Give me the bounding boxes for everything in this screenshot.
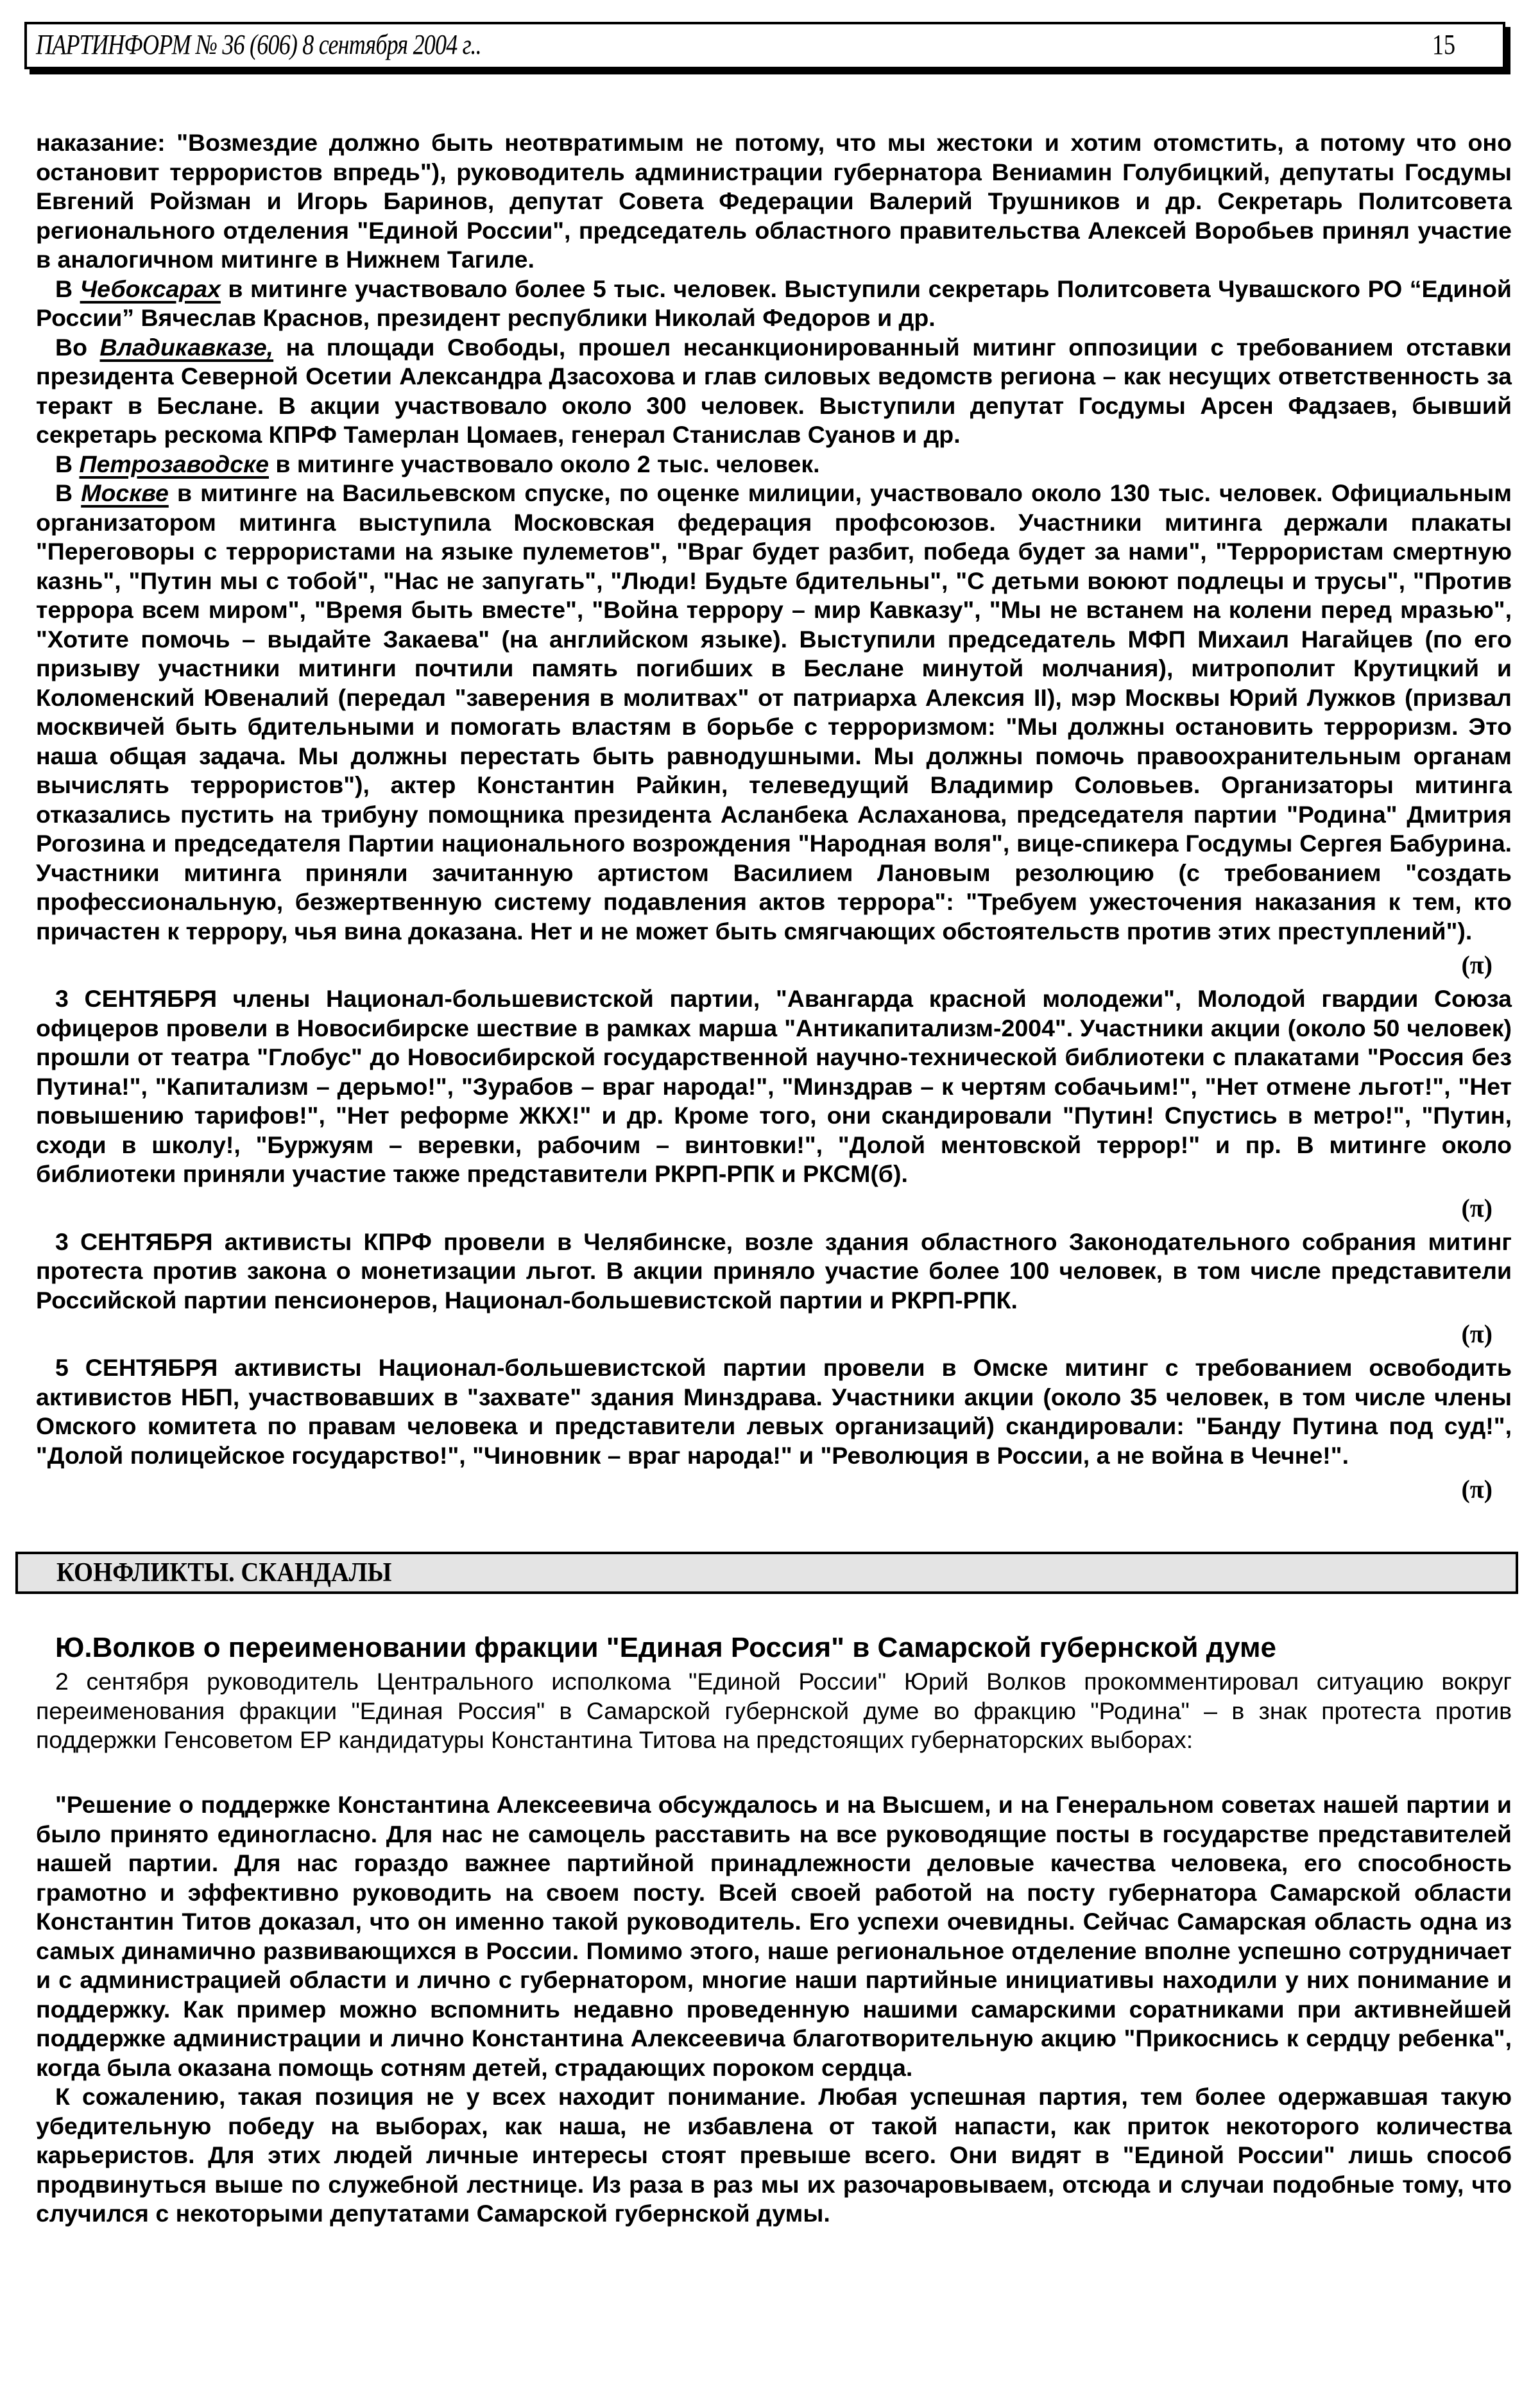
text: в митинге участвовало более 5 тыс. человек. Выступили секретарь Политсовета Чувашского РО “Единой России” Вячеслав Краснов, президент республики Николай Федоров и др.: [36, 275, 1512, 331]
article-quote: [36, 1790, 1512, 2229]
source-mark: (π): [1461, 1193, 1493, 1222]
source-mark: (π): [1461, 950, 1493, 979]
article-lead: [36, 1667, 1512, 1755]
article-title: Ю.Волков о переименовании фракции "Единая Россия" в Самарской губернской думе: [55, 1632, 1276, 1663]
page-header: [24, 22, 1505, 69]
news-date: 3 СЕНТЯБРЯ: [55, 1228, 213, 1255]
news-text: активисты КПРФ провели в Челябинске, возле здания областного Законодательного собрания митинг протеста против закона о монетизации льгот. В акции приняло участие более 100 человек, в том числе представители Российской партии пенсионеров, Национал-большевистской партии и РКРП-РПК.: [36, 1228, 1512, 1314]
paragraph-vladikavkaz: [36, 333, 1512, 450]
text: В: [55, 479, 81, 506]
city-link-moscow: Москве: [81, 479, 169, 506]
city-link-petrozavodsk: Петрозаводске: [79, 450, 269, 477]
publication-title: ПАРТИНФОРМ № 36 (606) 8 сентября 2004 г..: [36, 29, 481, 60]
text: на площади Свободы, прошел несанкционированный митинг оппозиции с требованием отставки президента Северной Осетии Александра Дзасохова и глав силовых ведомств региона – как несущих ответственность за теракт в Беслане. В акции участвовало около 300 человек. Выступили депутат Госдумы Арсен Фадзаев, бывший секретарь рескома КПРФ Тамерлан Цомаев, генерал Станислав Суанов и др.: [36, 333, 1512, 448]
source-mark: (π): [1461, 1475, 1493, 1504]
city-link-cheboksary: Чебоксарах: [80, 275, 221, 302]
news-text: члены Национал-большевистской партии, "Авангарда красной молодежи", Молодой гвардии Союза офицеров провели в Новосибирске шествие в рамках марша "Антикапитализм-2004". Участники акции (около 50 человек) прошли от театра "Глобус" до Новосибирской государственной научно-технической библиотеки с плакатами "Россия без Путина!", "Капитализм – дерьмо!", "Зурабов – враг народа!", "Минздрав – к чертям собачьим!", "Нет отмене льгот!", "Нет повышению тарифов!", "Нет реформе ЖКХ!" и др. Кроме того, они скандировали "Путин! Спустись в метро!", "Путин, сходи в школу!, "Буржуям – веревки, рабочим – винтовки!", "Долой ментовской террор!" и пр. В митинге около библиотеки приняли участие также представители РКРП-РПК и РКСМ(б).: [36, 985, 1512, 1187]
city-link-vladikavkaz: Владикавказе,: [99, 333, 274, 361]
text: Во: [55, 333, 100, 361]
news-text: активисты Национал-большевистской партии провели в Омске митинг с требованием освободить активистов НБП, участвовавших в "захвате" здания Минздрава. Участники акции (около 35 человек, в том числе члены Омского комитета по правам человека и представители левых организаций) скандировали: "Банду Путина под суд!", "Долой полицейское государство!", "Чиновник – враг народа!" и "Революция в России, а не война в Чечне!".: [36, 1354, 1512, 1469]
paragraph-moscow: [36, 479, 1512, 946]
paragraph-petrozavodsk: [36, 450, 1512, 479]
news-item: [36, 1228, 1512, 1315]
page-number: 15: [1432, 29, 1456, 60]
news-item: [36, 984, 1512, 1189]
source-mark: (π): [1461, 1319, 1493, 1348]
quote-paragraph: К сожалению, такая позиция не у всех находит понимание. Любая успешная партия, тем более одержавшая такую убедительную победу на выборах, как наша, не избавлена от такой напасти, как приток некоторого количества карьеристов. Для этих людей личные интересы стоят превыше всего. Они видят в "Единой России" лишь способ продвинуться выше по служебной лестнице. Из раза в раз мы их разочаровываем, отсюда и случаи подобные тому, что случился с некоторыми депутатами Самарской губернской думы.: [36, 2083, 1512, 2227]
quote-paragraph: "Решение о поддержке Константина Алексеевича обсуждалось и на Высшем, и на Генеральном советах нашей партии и было принято единогласно. Для нас не самоцель расставить на все руководящие посты в государстве представителей нашей партии. Для нас гораздо важнее партийной принадлежности деловые качества человека, его способность грамотно и эффективно руководить на своем посту. Всей своей работой на посту губернатора Самарской области Константин Титов доказал, что он именно такой руководитель. Его успехи очевидны. Сейчас Самарская область одна из самых динамично развивающихся в России. Помимо этого, наше региональное отделение вполне успешно сотрудничает и с администрацией области и лично с губернатором, многие наши партийные инициативы находили у них понимание и поддержку. Как пример можно вспомнить недавно проведенную нашими самарскими соратниками при активнейшей поддержке администрации и лично Константина Алексеевича благотворительную акцию "Прикоснись к сердцу ребенка", когда была оказана помощь сотням детей, страдающих пороком сердца.: [36, 1791, 1512, 2081]
news-item: [36, 1353, 1512, 1470]
section-title: КОНФЛИКТЫ. СКАНДАЛЫ: [56, 1558, 392, 1588]
lead-paragraph: 2 сентября руководитель Центрального исполкома "Единой России" Юрий Волков прокомментировал ситуацию вокруг переименования фракции "Единая Россия" в Самарской губернской думе во фракцию "Родина" – в знак протеста против поддержки Генсоветом ЕР кандидатуры Константина Титова на предстоящих губернаторских выборах:: [36, 1668, 1512, 1753]
news-column: [36, 128, 1512, 1509]
news-date: 3 СЕНТЯБРЯ: [55, 985, 218, 1012]
text: В: [55, 275, 80, 302]
paragraph: наказание: "Возмездие должно быть неотвратимым не потому, что мы жестоки и хотим отомстить, а потому что оно остановит террористов впредь"), руководитель администрации губернатора Вениамин Голубицкий, депутаты Госдумы Евгений Ройзман и Игорь Баринов, депутат Совета Федерации Валерий Трушников и др. Секретарь Политсовета регионального отделения "Единой России", председатель областного правительства Алексей Воробьев принял участие в аналогичном митинге в Нижнем Тагиле.: [36, 129, 1512, 273]
section-header-box: [15, 1552, 1518, 1594]
paragraph-cheboksary: [36, 275, 1512, 333]
news-date: 5 СЕНТЯБРЯ: [55, 1354, 218, 1381]
text: в митинге на Васильевском спуске, по оценке милиции, участвовало около 130 тыс. человек. Официальным организатором митинга выступила Московская федерация профсоюзов. Участники митинга держали плакаты "Переговоры с террористами на языке пулеметов", "Враг будет разбит, победа будет за нами", "Террористам смертную казнь", "Путин мы с тобой", "Нас не запугать", "Люди! Будьте бдительны", "С детьми воюют подлецы и трусы", "Против террора всем миром", "Время быть вместе", "Война террору – мир Кавказу", "Мы не встанем на колени перед мразью", "Хотите помочь – выдайте Закаева" (на английском языке). Выступили председатель МФП Михаил Нагайцев (по его призыву участники митинги почтили память погибших в Беслане минутой молчания), митрополит Крутицкий и Коломенский Ювеналий (передал "заверения в молитвах" от патриарха Алексия II), мэр Москвы Юрий Лужков (призвал москвичей быть бдительными и помогать властям в борьбе с терроризмом: "Мы должны остановить терроризм. Это наша общая задача. Мы должны перестать быть равнодушными. Мы должны помочь правоохранительным органам вычислять террористов"), актер Константин Райкин, телеведущий Владимир Соловьев. Организаторы митинга отказались пустить на трибуну помощника президента Асланбека Аслаханова, председателя партии "Родина" Дмитрия Рогозина и председателя Партии национального возрождения "Народная воля", вице-спикера Госдумы Сергея Бабурина. Участники митинга приняли зачитанную артистом Василием Лановым резолюцию (с требованием "создать профессиональную, безжертвенную систему подавления актов террора": "Требуем ужесточения наказания к тем, кто причастен к террору, чья вина доказана. Нет и не может быть смягчающих обстоятельств против этих преступлений").: [36, 479, 1512, 945]
text: в митинге участвовало около 2 тыс. человек.: [269, 450, 820, 477]
text: В: [55, 450, 80, 477]
